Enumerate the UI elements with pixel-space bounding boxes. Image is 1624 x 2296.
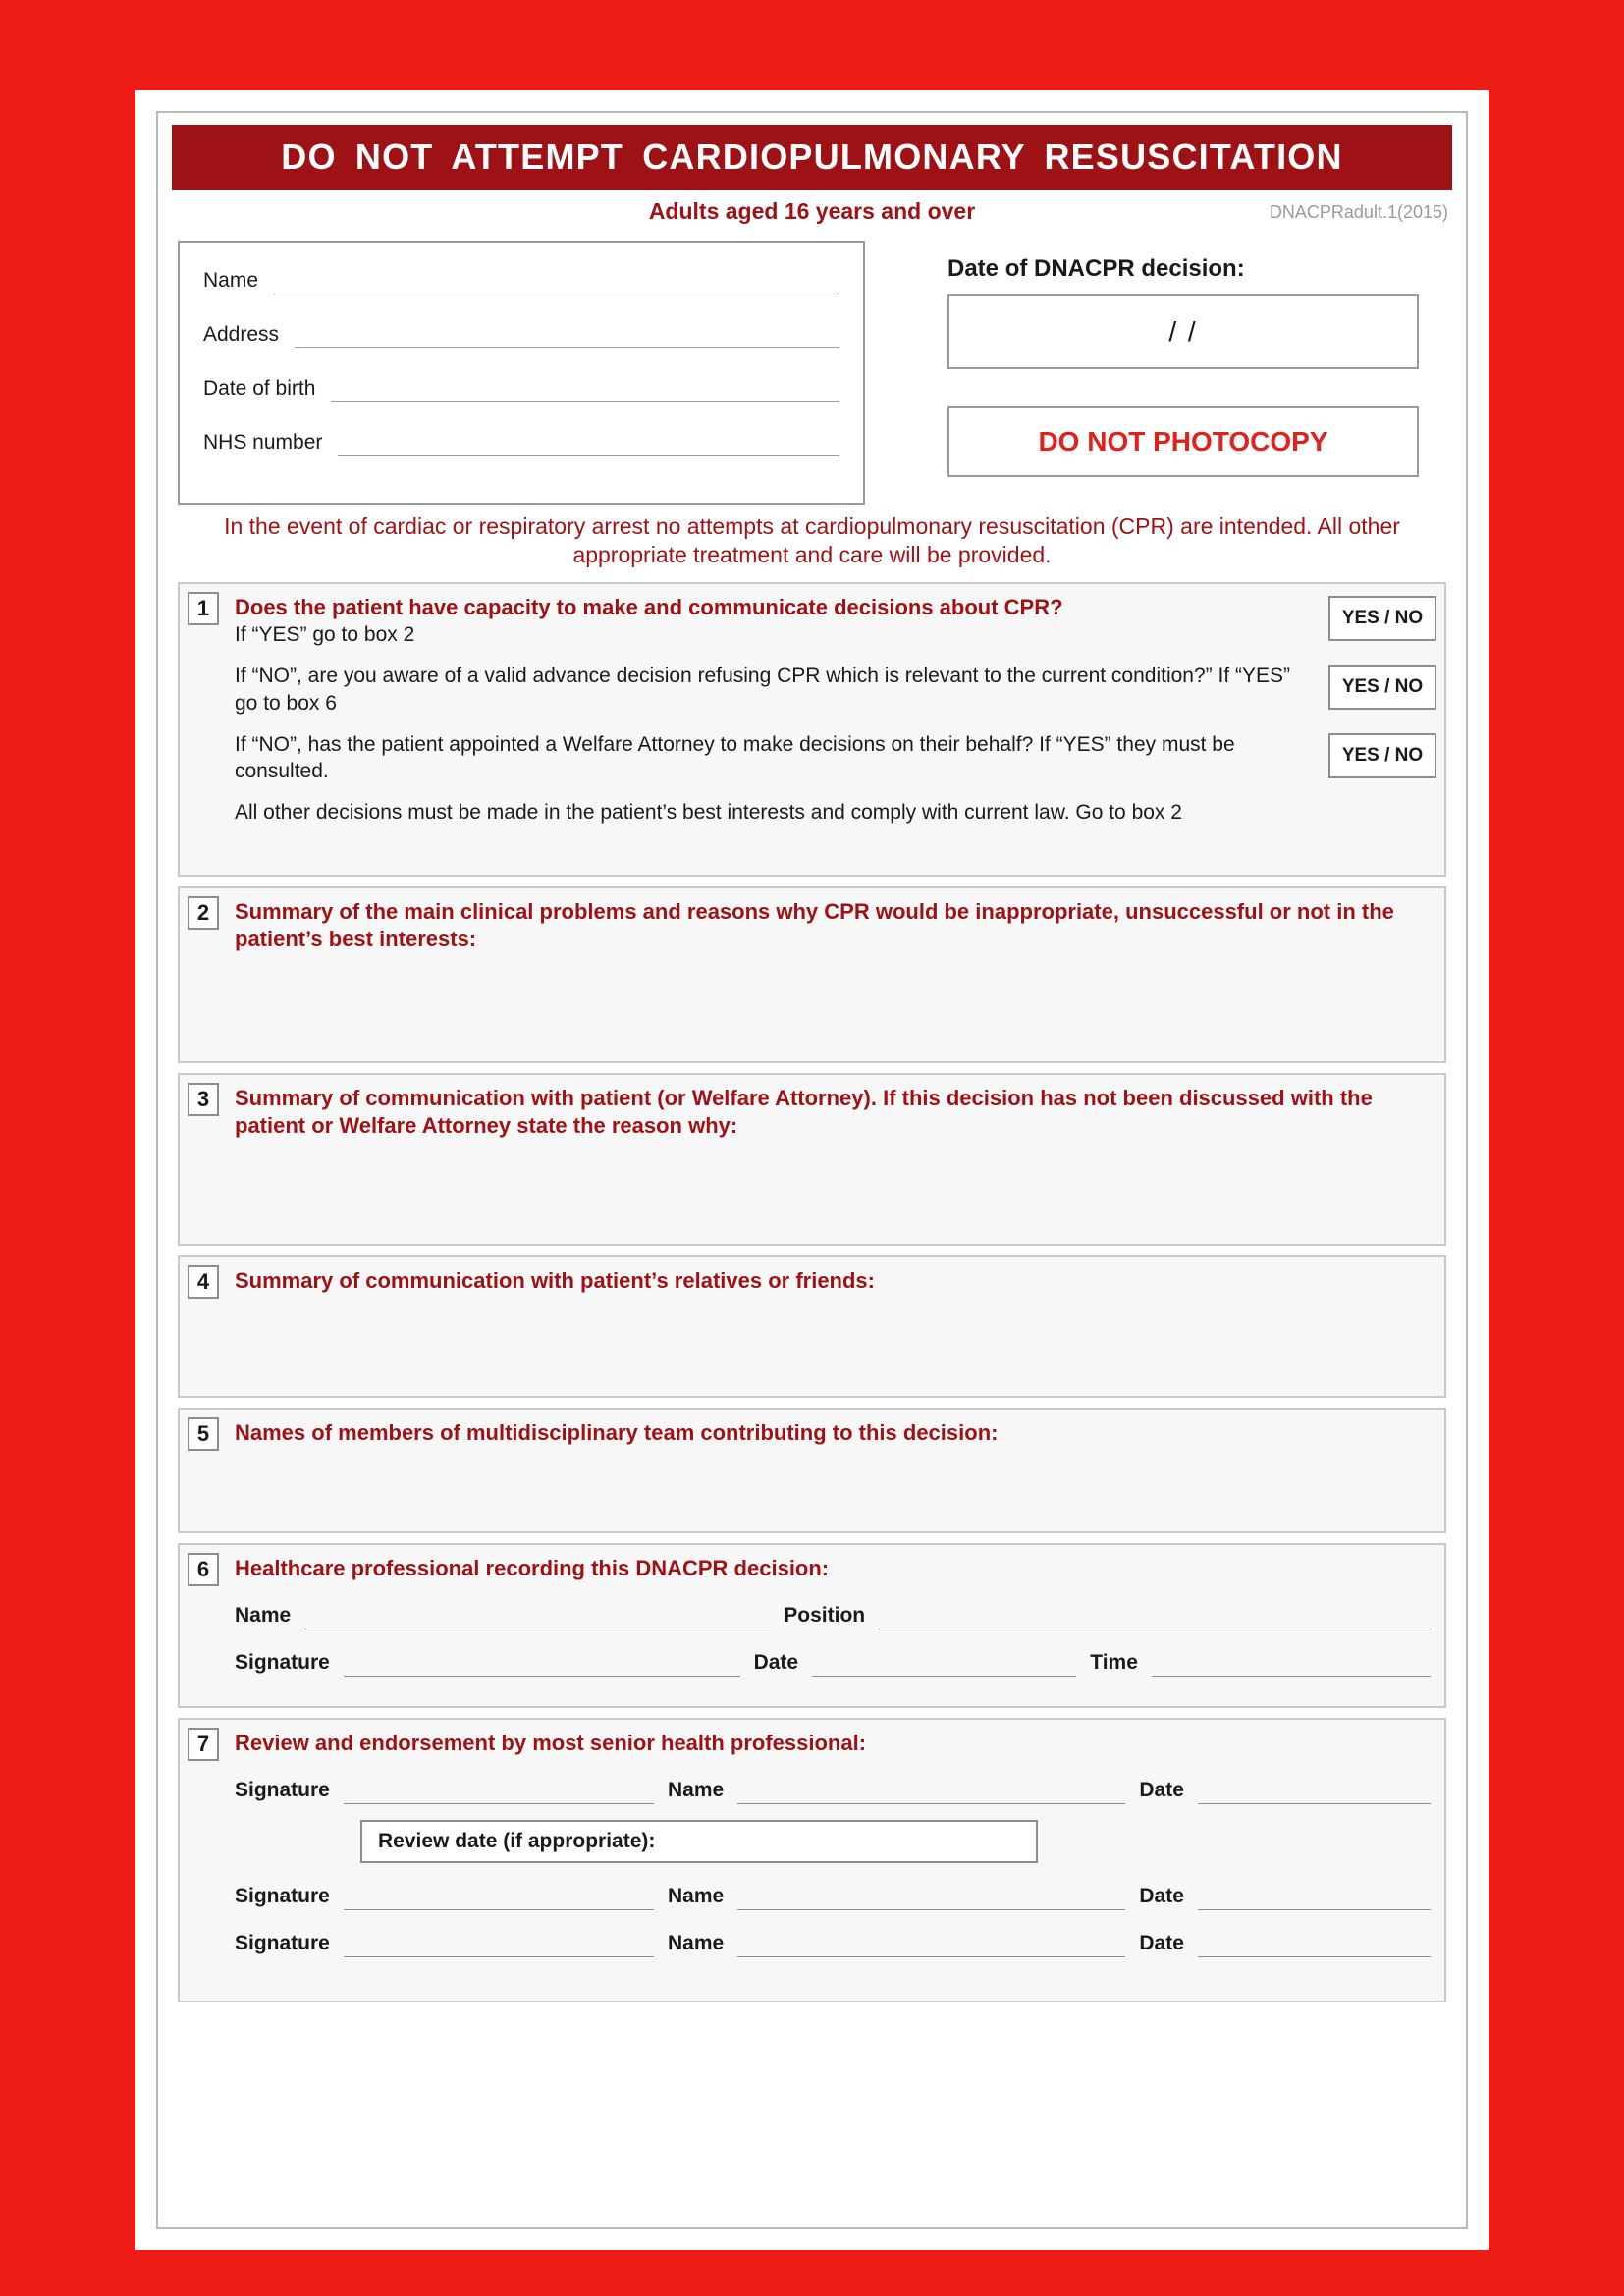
box-6-name-label: Name (235, 1604, 292, 1628)
patient-address-row (203, 323, 839, 348)
box-2-clinical-summary[interactable] (178, 886, 1446, 1063)
patient-nhs-input[interactable] (338, 436, 839, 456)
box-7-signature-label-1: Signature (235, 1779, 330, 1802)
box-7-review-date-label: Review date (if appropriate): (378, 1830, 656, 1853)
box-6-number: 6 (188, 1553, 219, 1586)
box-1-note (235, 799, 1431, 827)
box-5-number: 5 (188, 1417, 219, 1451)
box-1-question-2 (235, 663, 1431, 717)
box-7-review-row-3 (235, 1932, 1431, 1957)
box-7-date-label-3: Date (1139, 1932, 1184, 1955)
box-1-yesno-1[interactable]: YES / NO (1328, 596, 1436, 641)
box-6-signature-label: Signature (235, 1651, 330, 1675)
box-6-time-input[interactable] (1152, 1658, 1431, 1677)
box-7-heading: Review and endorsement by most senior health professional: (235, 1730, 867, 1755)
box-6-name-input[interactable] (304, 1611, 770, 1629)
page-subtitle: Adults aged 16 years and over (648, 198, 976, 224)
box-2-heading: Summary of the main clinical problems and reasons why CPR would be inappropriate, unsuccessful or not in the patient’s best interests: (235, 898, 1394, 952)
decision-date-input[interactable] (947, 294, 1419, 369)
decision-date-value: / / (1168, 316, 1198, 347)
box-1-line-3: If “NO”, has the patient appointed a Welfare Attorney to make decisions on their behalf? If “YES” they must be consulted. (235, 732, 1235, 783)
patient-name-label: Name (203, 269, 259, 292)
box-7-name-label-2: Name (668, 1885, 725, 1908)
box-7-name-input-1[interactable] (737, 1786, 1125, 1804)
box-7-name-input-3[interactable] (737, 1939, 1125, 1957)
box-6-position-input[interactable] (879, 1611, 1431, 1629)
box-1-heading: Does the patient have capacity to make and communicate decisions about CPR? (235, 594, 1063, 619)
box-7-review-date-wrap (235, 1820, 1431, 1863)
patient-dob-label: Date of birth (203, 377, 316, 400)
box-7-review-row-2 (235, 1885, 1431, 1910)
box-6-date-label: Date (753, 1651, 799, 1675)
box-1-line-1: If “YES” go to box 2 (235, 623, 415, 647)
box-7-signature-input-1[interactable] (344, 1786, 654, 1804)
box-6-name-position-row (235, 1604, 1431, 1629)
box-4-relatives-communication[interactable] (178, 1255, 1446, 1398)
box-3-number: 3 (188, 1083, 219, 1116)
patient-nhs-label: NHS number (203, 431, 323, 454)
patient-name-row (203, 269, 839, 294)
box-7-date-label-1: Date (1139, 1779, 1184, 1802)
decision-date-label: Date of DNACPR decision: (947, 255, 1245, 282)
box-4-number: 4 (188, 1265, 219, 1299)
form-code: DNACPRadult.1(2015) (1269, 202, 1448, 222)
box-7-name-label-1: Name (668, 1779, 725, 1802)
box-1-yesno-2[interactable]: YES / NO (1328, 665, 1436, 710)
box-6-time-label: Time (1090, 1651, 1138, 1675)
patient-dob-input[interactable] (331, 382, 839, 402)
box-7-name-label-3: Name (668, 1932, 725, 1955)
box-3-heading: Summary of communication with patient (or Welfare Attorney). If this decision has not been discussed with the patient or Welfare Attorney state the reason why: (235, 1085, 1373, 1139)
patient-nhs-row (203, 431, 839, 456)
patient-dob-row (203, 377, 839, 402)
patient-address-input[interactable] (295, 328, 839, 348)
box-2-number: 2 (188, 896, 219, 930)
box-3-patient-communication[interactable] (178, 1073, 1446, 1246)
box-1-question-1 (235, 594, 1431, 649)
box-7-name-input-2[interactable] (737, 1892, 1125, 1910)
page-title: DO NOT ATTEMPT CARDIOPULMONARY RESUSCITATION (172, 125, 1452, 190)
box-7-date-input-3[interactable] (1198, 1939, 1431, 1957)
box-7-date-label-2: Date (1139, 1885, 1184, 1908)
box-6-heading: Healthcare professional recording this DNACPR decision: (235, 1555, 830, 1580)
identification-row (172, 241, 1452, 507)
box-7-review-endorsement (178, 1718, 1446, 2002)
box-4-heading: Summary of communication with patient’s relatives or friends: (235, 1267, 875, 1293)
patient-name-input[interactable] (274, 274, 839, 294)
box-7-signature-label-3: Signature (235, 1932, 330, 1955)
box-6-signature-input[interactable] (344, 1658, 740, 1677)
box-7-signature-input-3[interactable] (344, 1939, 654, 1957)
box-7-review-date-field[interactable] (360, 1820, 1038, 1863)
box-7-date-input-2[interactable] (1198, 1892, 1431, 1910)
subtitle-row (172, 196, 1452, 232)
box-7-signature-label-2: Signature (235, 1885, 330, 1908)
box-7-date-input-1[interactable] (1198, 1786, 1431, 1804)
box-7-signature-input-2[interactable] (344, 1892, 654, 1910)
do-not-photocopy-text: DO NOT PHOTOCOPY (1038, 426, 1328, 456)
box-7-review-spacer (235, 1820, 360, 1863)
patient-details-box (178, 241, 865, 505)
box-5-heading: Names of members of multidisciplinary team contributing to this decision: (235, 1419, 999, 1445)
form-inner-border (156, 111, 1468, 2229)
do-not-photocopy-notice (947, 406, 1419, 477)
box-6-recording-professional (178, 1543, 1446, 1708)
box-1-line-4: All other decisions must be made in the patient’s best interests and comply with current law. Go to box 2 (235, 801, 1182, 825)
box-6-position-label: Position (784, 1604, 866, 1628)
form-sheet (135, 90, 1489, 2250)
box-1-number: 1 (188, 592, 219, 625)
box-1-question-3 (235, 731, 1431, 785)
box-6-signature-row (235, 1651, 1431, 1677)
box-7-review-row-1 (235, 1779, 1431, 1804)
box-5-team-members[interactable] (178, 1408, 1446, 1533)
box-7-number: 7 (188, 1728, 219, 1761)
patient-address-label: Address (203, 323, 280, 346)
cpr-statement: In the event of cardiac or respiratory arrest no attempts at cardiopulmonary resuscitation (CPR) are intended. All other appropriate treatment and care will be provided. (224, 513, 1400, 568)
box-1-yesno-3[interactable]: YES / NO (1328, 733, 1436, 778)
box-1-line-2: If “NO”, are you aware of a valid advance decision refusing CPR which is relevant to the current condition?” If “YES” go to box 6 (235, 665, 1290, 715)
box-6-date-input[interactable] (812, 1658, 1076, 1677)
box-1-capacity (178, 582, 1446, 877)
